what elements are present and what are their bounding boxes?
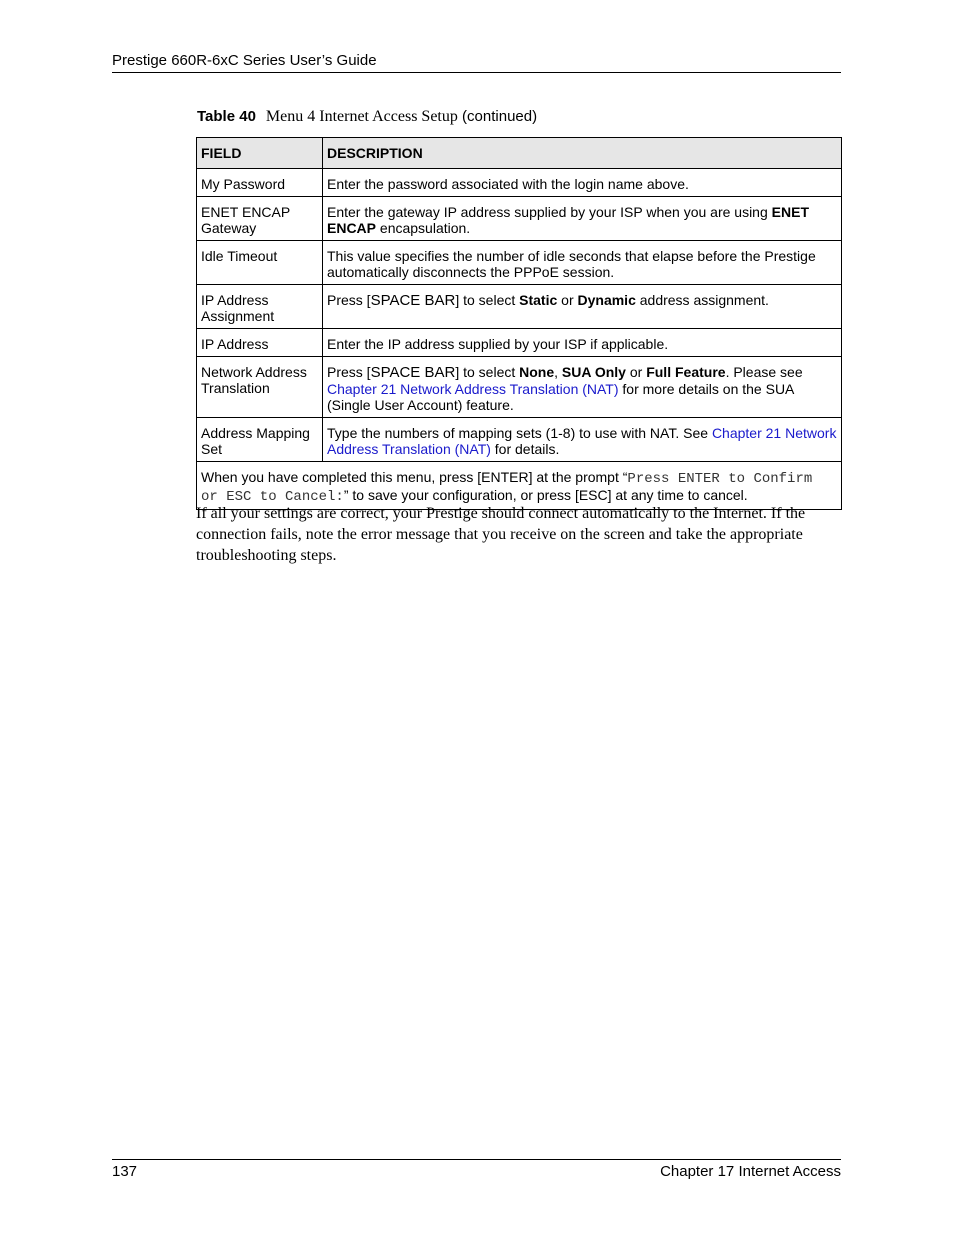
table-row	[197, 169, 842, 197]
description-text: or	[557, 292, 578, 308]
table-header-row	[197, 138, 842, 169]
table-row	[197, 285, 842, 329]
table-caption	[197, 107, 841, 126]
description-cell	[323, 285, 842, 329]
table-label: Table 40	[197, 108, 256, 125]
chapter-21-link[interactable]: Chapter 21 Network Address Translation (NAT)	[327, 381, 619, 397]
field-cell: Network Address Translation	[197, 357, 323, 418]
note-text: ” to save your configuration, or press [ESC] at any time to cancel.	[343, 487, 748, 503]
description-text: ,	[554, 364, 562, 380]
page-footer	[112, 1159, 841, 1181]
table-row	[197, 329, 842, 357]
field-cell: My Password	[197, 169, 323, 197]
description-text: Press [	[327, 364, 371, 380]
chapter-title: Chapter 17 Internet Access	[660, 1163, 841, 1180]
description-text: ] to select	[455, 292, 520, 308]
description-text: for details.	[490, 441, 560, 457]
description-text: or	[625, 364, 647, 380]
table-title: Menu 4 Internet Access Setup	[265, 108, 458, 125]
description-cell	[323, 418, 842, 462]
field-cell: ENET ENCAP Gateway	[197, 197, 323, 241]
description-text: Type the numbers of mapping sets (1-8) to use with NAT. See	[327, 425, 712, 441]
description-text: ] to select	[455, 364, 520, 380]
description-keyword: ENET ENCAP	[327, 204, 809, 236]
table-row	[197, 418, 842, 462]
field-cell: IP Address Assignment	[197, 285, 323, 329]
page-number: 137	[112, 1163, 138, 1180]
description-keyword: Dynamic	[577, 292, 636, 308]
note-text: When you have completed this menu, press [ENTER] at the prompt “	[201, 469, 628, 485]
description-keyword: Static	[519, 292, 558, 308]
description-text: Press [	[327, 292, 371, 308]
body-paragraph: If all your settings are correct, your Prestige should connect automatically to the Internet. If the connection fails, note the error message that you receive on the screen and take the appropriate troubleshooting steps.	[196, 505, 806, 564]
description-cell: Enter the IP address supplied by your ISP if applicable.	[323, 329, 842, 357]
description-cell: Enter the password associated with the login name above.	[323, 169, 842, 197]
field-cell: IP Address	[197, 329, 323, 357]
description-cell	[323, 197, 842, 241]
description-cell	[323, 357, 842, 418]
settings-table	[196, 137, 842, 510]
field-cell: Idle Timeout	[197, 241, 323, 285]
description-cell: This value specifies the number of idle seconds that elapse before the Prestige automatically disconnects the PPPoE session.	[323, 241, 842, 285]
description-keyword: SUA Only	[561, 364, 626, 380]
prompt-text: Press ENTER to Confirm or ESC to Cancel:	[201, 471, 813, 505]
description-key: SPACE BAR	[370, 292, 456, 309]
page-header	[112, 51, 841, 73]
description-text: for more details on the SUA (Single User Account) feature.	[327, 381, 794, 413]
description-keyword: Full Feature	[646, 364, 726, 380]
description-keyword: None	[519, 364, 555, 380]
column-header-field: FIELD	[197, 138, 323, 169]
header-title: Prestige 660R-6xC Series User’s Guide	[112, 52, 377, 69]
description-text: encapsulation.	[376, 220, 471, 236]
table-row	[197, 241, 842, 285]
description-text: address assignment.	[635, 292, 769, 308]
table-title-suffix: (continued)	[462, 108, 538, 125]
field-cell: Address Mapping Set	[197, 418, 323, 462]
description-text: . Please see	[725, 364, 803, 380]
column-header-description: DESCRIPTION	[323, 138, 842, 169]
description-key: SPACE BAR	[370, 364, 456, 381]
table-row	[197, 357, 842, 418]
chapter-21-link[interactable]: Chapter 21 Network Address Translation (NAT)	[327, 425, 837, 457]
description-text: Enter the gateway IP address supplied by your ISP when you are using	[327, 204, 772, 220]
table-row	[197, 197, 842, 241]
